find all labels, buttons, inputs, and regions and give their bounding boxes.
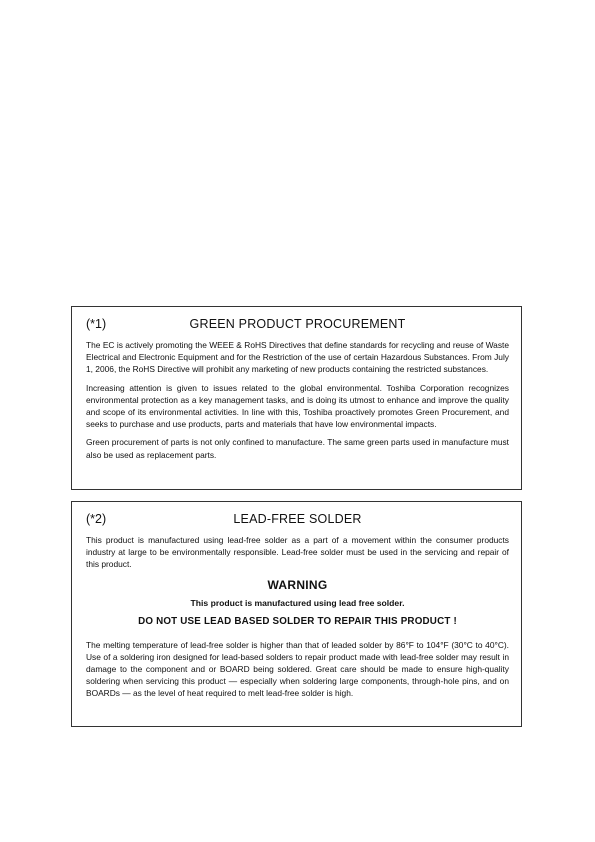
closing-paragraph: The melting temperature of lead-free solder is higher than that of leaded solder by 86°F to 104°F (30°C to 40°C). Use of a soldering iron designed for lead-based solders to repair product made with lead-free solder may result in damage to the component and or BOARD being soldered. Great care should be made to ensure high-quality soldering when servicing this product — especially when soldering large components, through-hole pins, and on BOARDs — as the level of heat required to melt lead-free solder is high. xyxy=(86,639,509,699)
section-title: LEAD-FREE SOLDER xyxy=(233,512,362,526)
paragraph: Increasing attention is given to issues related to the global environmental. Toshiba Corporation recognizes environmental protection as a key management tasks, and is doing its utmost to enhance and improve the quality and scope of its environmental activities. In line with this, Toshiba proactively promotes Green Procurement, and seeks to purchase and use products, parts and materials that have low environmental impacts. xyxy=(86,382,509,430)
lead-free-solder-box xyxy=(71,501,522,727)
section-ref: (*1) xyxy=(86,317,107,331)
intro-paragraph: This product is manufactured using lead-free solder as a part of a movement within the consumer products industry at large to be environmentally responsible. Lead-free solder must be used in the servicing and repair of this product. xyxy=(86,535,509,570)
paragraph: Green procurement of parts is not only confined to manufacture. The same green parts used in manufacture must also be used as replacement parts. xyxy=(86,437,509,460)
section-ref: (*2) xyxy=(86,512,107,526)
green-procurement-box xyxy=(71,306,522,490)
warning-line: This product is manufactured using lead free solder. xyxy=(190,597,405,608)
section-header xyxy=(86,317,509,335)
warning-title: WARNING xyxy=(267,577,328,592)
warning-emphasis: DO NOT USE LEAD BASED SOLDER TO REPAIR THIS PRODUCT ! xyxy=(138,615,457,627)
section-title: GREEN PRODUCT PROCUREMENT xyxy=(189,317,406,331)
section-header xyxy=(86,512,509,530)
paragraph: The EC is actively promoting the WEEE & RoHS Directives that define standards for recycling and reuse of Waste Electrical and Electronic Equipment and for the Restriction of the use of certain Hazardous Substances. From July 1, 2006, the RoHS Directive will prohibit any marketing of new products containing the restricted substances. xyxy=(86,340,509,375)
